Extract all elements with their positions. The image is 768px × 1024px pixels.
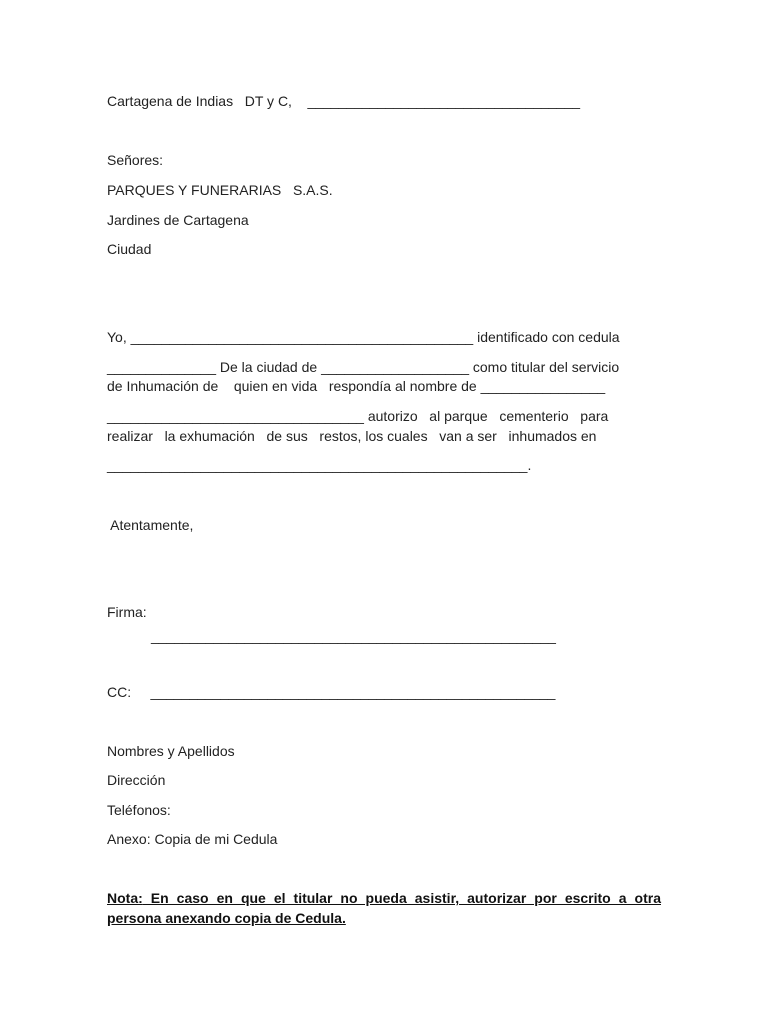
note-label: Nota: xyxy=(107,890,143,906)
body-line: ______________ De la ciudad de ___________________ como titular del servicio xyxy=(107,359,620,375)
note-text: En caso en que el titular no pueda asistir, autorizar por escrito a otra persona anexando copia de Cedula. xyxy=(107,890,661,926)
body-line: ______________________________________________________. xyxy=(107,457,532,473)
body-line: _________________________________ autorizo al parque cementerio para xyxy=(107,408,609,424)
closing: Atentamente, xyxy=(107,517,194,533)
place-date-line: Cartagena de Indias DT y C, ___________________________________ xyxy=(107,93,581,109)
recipient-city: Ciudad xyxy=(107,241,152,257)
body-line: de Inhumación de quien en vida respondía al nombre de ________________ xyxy=(107,378,606,394)
signature-line: ____________________________________________________ xyxy=(151,628,556,644)
field-phones: Teléfonos: xyxy=(107,802,171,818)
recipient-branch: Jardines de Cartagena xyxy=(107,212,249,228)
recipient-company: PARQUES Y FUNERARIAS S.A.S. xyxy=(107,182,333,198)
body-line: Yo, ____________________________________________ identificado con cedula xyxy=(107,329,620,345)
field-annex: Anexo: Copia de mi Cedula xyxy=(107,831,278,847)
body-line: realizar la exhumación de sus restos, los cuales van a ser inhumados en xyxy=(107,428,597,444)
greeting: Señores: xyxy=(107,152,164,168)
field-names: Nombres y Apellidos xyxy=(107,743,235,759)
cc-line: CC: ____________________________________________________ xyxy=(107,684,556,700)
signature-label: Firma: xyxy=(107,604,147,620)
note-paragraph xyxy=(107,888,661,928)
field-address: Dirección xyxy=(107,772,166,788)
